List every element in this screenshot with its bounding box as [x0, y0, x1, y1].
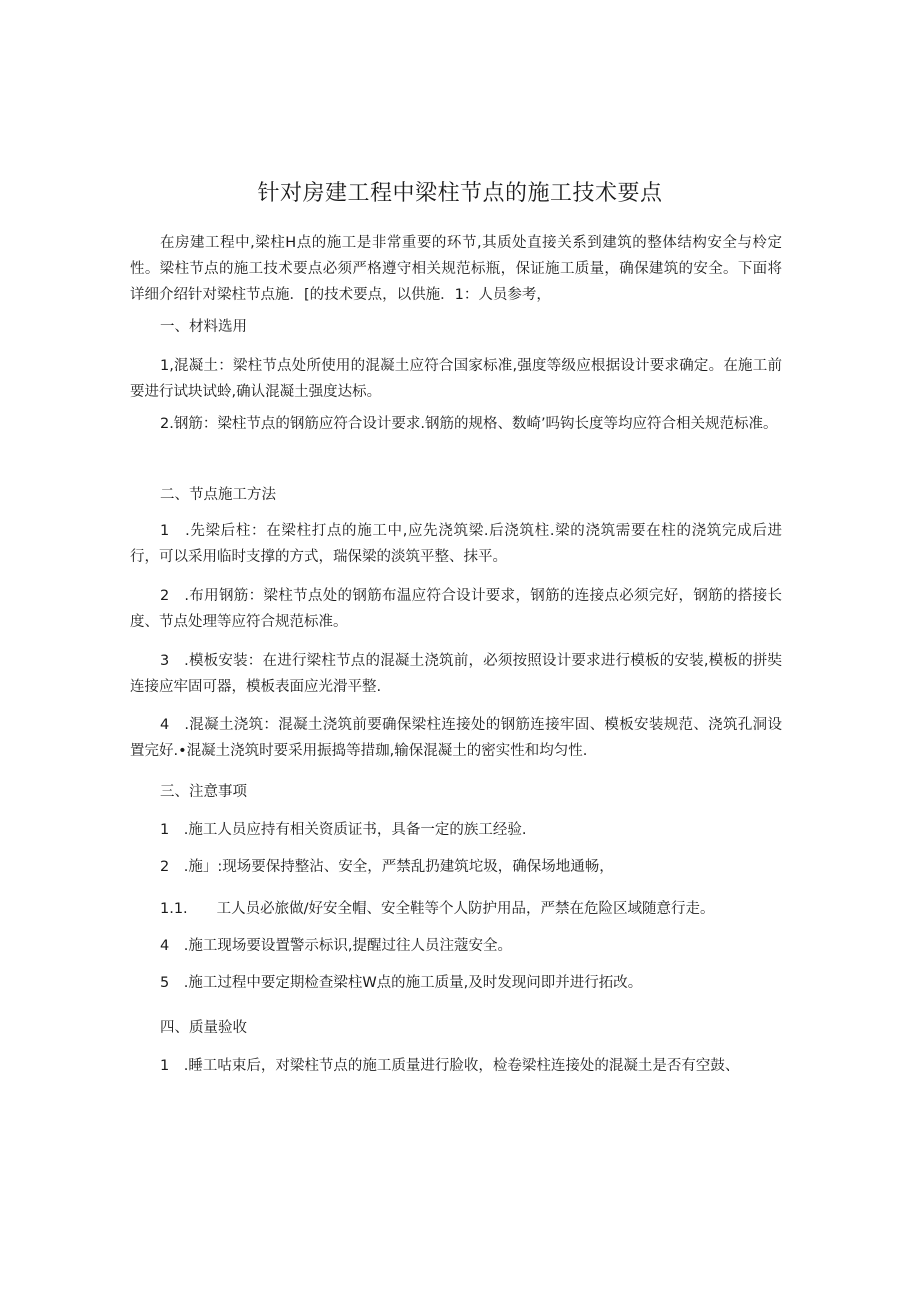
list-item: 2 .施」:现场要保持整沾、安全，严禁乱扔建筑坨圾，确保场地通畅， [160, 859, 614, 875]
list-item: 5 .施工过程中要定期检查梁柱W点的施工质量,及时发现问即并进行拓改。 [160, 975, 643, 991]
list-item: 1.1. 工人员必旅做/好安全帽、安全鞋等个人防护用品，严禁在危险区域随意行走。 [160, 901, 715, 917]
intro-paragraph: 在房建工程中,梁柱H点的施工是非常重要的环节,其质处直接关系到建筑的整体结构安全与柃定性。梁柱节点的施工技术要点必须严格遵守相关规范标瓶，保证施工质量，确保建筑的安全。下面将详细介绍针对梁柱节点施．[的技术要点，以供施．1：人员参考， [130, 235, 782, 303]
list-item: 2.钢筋：梁柱节点的钢筋应符合设计要求.钢筋的规格、数崎’吗钩长度等均应符合相关规范标准。 [160, 416, 778, 432]
section-heading-acceptance: 四、质量验收 [160, 1020, 247, 1036]
list-item: 1 .睡工咕束后，对梁柱节点的施工质量进行脸收，检卷梁柱连接处的混凝土是否有空鼓、 [160, 1058, 740, 1074]
list-item: 1,混凝土：梁柱节点处所使用的混凝土应符合国家标准,强度等级应根据设计要求确定。在施工前要进行试块试蛉,确认混凝土强度达标。 [130, 358, 782, 400]
list-item: 3 .模板安装：在进行梁柱节点的混凝土浇筑前，必须按照设计要求进行模板的安装,模板的拼奘连接应牢固可器，模板表面应光滑平整. [130, 653, 782, 695]
list-item: 4 .施工现场要设置警示标识,提醒过往人员注蔻安全。 [160, 938, 512, 954]
section-heading-materials: 一、材料选用 [160, 319, 247, 335]
section-heading-notes: 三、注意事项 [160, 784, 247, 800]
document-title: 针对房建工程中梁柱节点的施工技术要点 [257, 181, 663, 206]
list-item: 2 .布用钢筋：梁柱节点处的钢筋布温应符合设计要求，钢筋的连接点必须完好，钢筋的搭接长度、节点处理等应符合规范标准。 [130, 588, 782, 630]
list-item: 1 .先梁后柱：在梁柱打点的施工中,应先浇筑梁.后浇筑柱.梁的浇筑需要在柱的浇筑完成后进行，可以采用临时支撑的方式，瑞保梁的淡筑平整、抹平。 [130, 523, 782, 565]
list-item: 4 .混凝土浇筑：混凝土浇筑前要确保梁柱连接处的钢筋连接牢固、模板安装规范、浇筑孔洞设置完好.•混凝土浇筑时要采用振捣等措珈,输保混凝土的密实性和均匀性. [130, 717, 782, 759]
section-heading-methods: 二、节点施工方法 [160, 487, 276, 503]
list-item: 1 .施工人员应持有相关资质证书，具备一定的族工经验. [160, 822, 527, 838]
